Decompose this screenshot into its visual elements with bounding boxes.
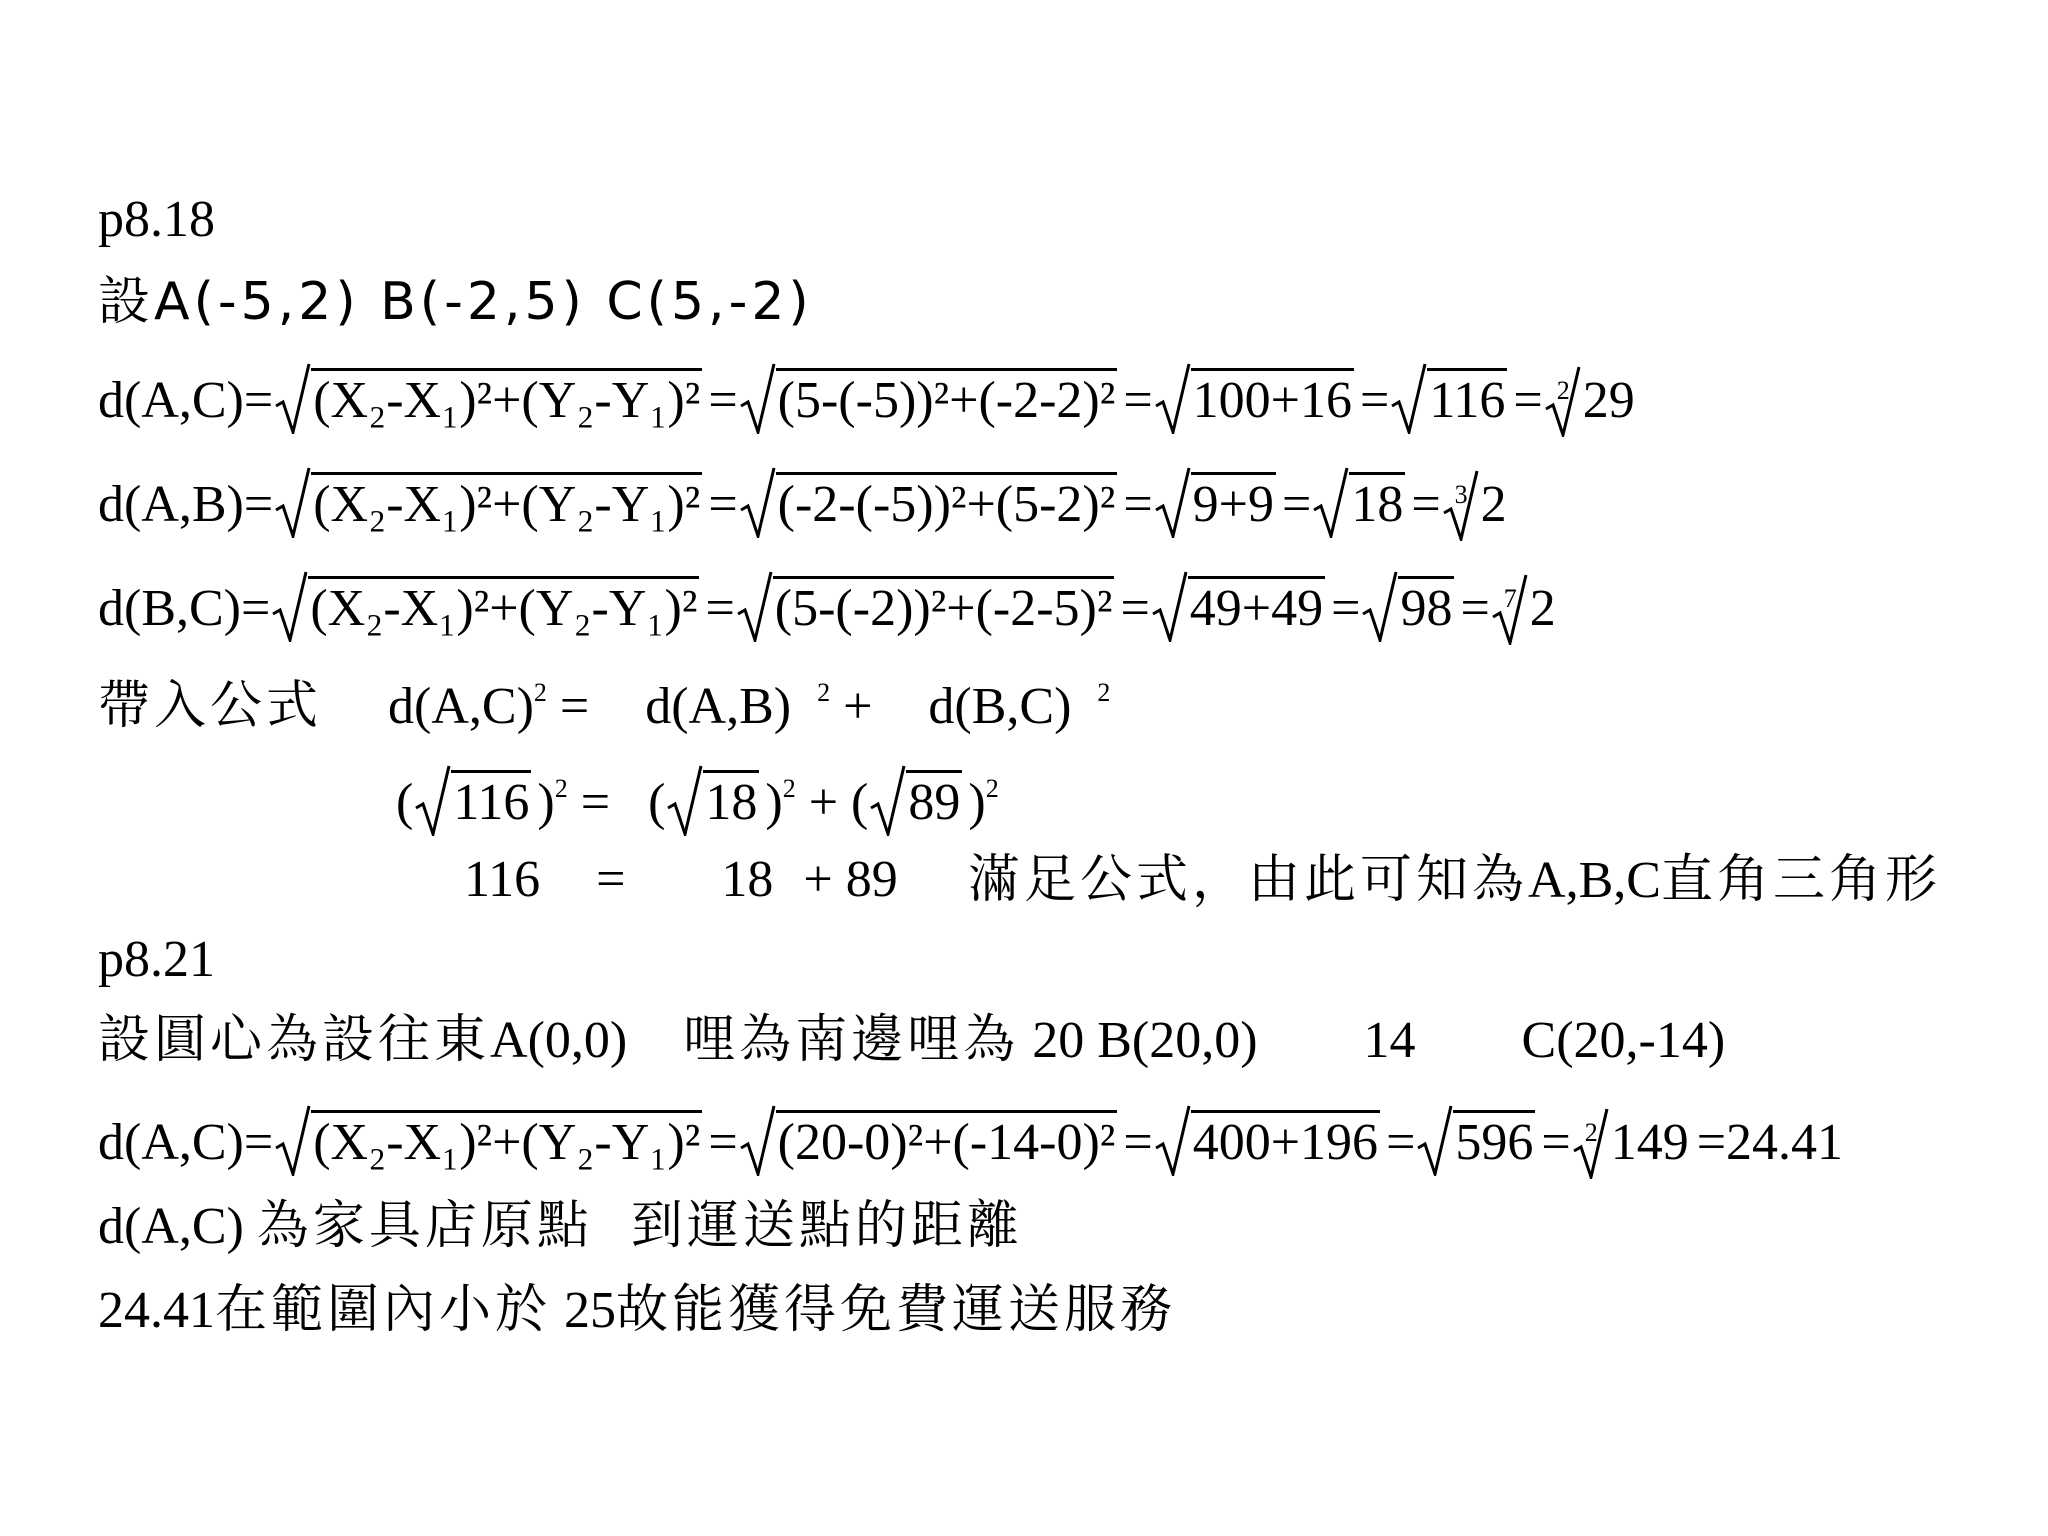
conclusion-pre: 滿足公式，由此可知為 <box>968 850 1529 910</box>
note1-a: d(A,C) <box>98 1198 244 1255</box>
bc-formula-sqrt <box>270 576 699 639</box>
ab-sum: 9+9 <box>1191 472 1276 533</box>
ac-radicand: 29 <box>1582 372 1635 429</box>
p821-distance-ac-line: d(A,C)= (X₂-X₁)²+(Y₂-Y₁)² = (20-0)²+(-14-0)² = 400+196 = 596 = 2 149 =24.41 <box>98 1110 1843 1173</box>
p821-point-b: B(20,0) <box>1097 1012 1258 1069</box>
num-18: 18 <box>721 851 774 908</box>
num-eq: = <box>596 851 626 908</box>
p821-point-a: A(0,0) <box>490 1012 628 1069</box>
formula-term-bc: d(B,C) <box>928 678 1072 735</box>
setup-text: 設A(-5,2) B(-2,5) C(5,-2) <box>98 272 813 332</box>
ab-root-index: 3 <box>1454 480 1468 509</box>
bc-sub: (5-(-2))²+(-2-5)² <box>773 576 1115 637</box>
ac-lhs: d(A,C)= <box>98 372 274 429</box>
note2-d: 25 <box>564 1282 617 1339</box>
p821-ac-sum-sqrt <box>1153 1110 1380 1173</box>
bc-val-sqrt <box>1360 576 1454 639</box>
sqrt-squared-line: ( 116 )$^2$ = ( 18 )$^2$ + ( 89 )$^2$ <box>396 770 999 833</box>
radical-sign-icon <box>667 764 703 836</box>
p821-ac-val-sqrt <box>1415 1110 1535 1173</box>
ab-formula-sqrt <box>273 472 702 535</box>
sq-89: 89 <box>906 770 962 831</box>
sq-18-sqrt <box>665 770 759 833</box>
radical-sign-icon <box>275 1104 311 1176</box>
ac-sub: (5-(-5))²+(-2-2)² <box>776 368 1118 429</box>
p821-setup-mid: 哩為南邊哩為 <box>683 1010 1020 1070</box>
p821-ac-result-root <box>1571 1113 1691 1173</box>
radical-sign-icon <box>272 570 308 642</box>
p821-ac-sub: (20-0)²+(-14-0)² <box>776 1110 1118 1171</box>
p821-ac-sub-sqrt <box>738 1110 1118 1173</box>
radical-sign-icon <box>1152 570 1188 642</box>
bc-sum-sqrt <box>1150 576 1325 639</box>
bc-val: 98 <box>1398 576 1454 637</box>
p821-twenty: 20 <box>1032 1012 1085 1069</box>
bc-formula: (X₂-X₁)²+(Y₂-Y₁)² <box>308 576 699 637</box>
radical-sign-icon <box>275 466 311 538</box>
ab-radicand: 2 <box>1480 476 1507 533</box>
p821-ac-result: =24.41 <box>1696 1114 1844 1171</box>
radical-sign-icon <box>415 764 451 836</box>
pythagoras-line: 帶入公式 $d(A,C)^2 = d(A,B) ^2 + d(B,C)$ $^2$ <box>98 676 1111 736</box>
ac-formula-sqrt <box>273 368 702 431</box>
sq-116: 116 <box>451 770 531 831</box>
setup-line-p821 <box>98 1010 1725 1071</box>
radical-sign-icon <box>1391 362 1427 434</box>
ac-val-sqrt <box>1389 368 1507 431</box>
distance-bc-line: d(B,C)= (X₂-X₁)²+(Y₂-Y₁)² = (5-(-2))²+(-2-5)² = 49+49 = 98 = 7 2 <box>98 576 1564 639</box>
heading-p818: p8.18 <box>98 191 215 248</box>
ab-result-root <box>1441 475 1509 535</box>
radical-sign-icon <box>1155 1104 1191 1176</box>
heading-p821: p8.21 <box>98 931 215 988</box>
bc-root-index: 7 <box>1503 584 1517 613</box>
bc-radicand: 2 <box>1529 580 1556 637</box>
conclusion-post: 直角三角形 <box>1660 850 1941 910</box>
radical-sign-icon <box>740 362 776 434</box>
formula-term-ac: d(A,C) <box>388 678 534 735</box>
formula-term-ab: d(A,B) <box>645 678 792 735</box>
ac-sum-sqrt <box>1153 368 1354 431</box>
ac-val: 116 <box>1427 368 1507 429</box>
num-89: + 89 <box>803 851 898 908</box>
ab-sub-sqrt <box>738 472 1118 535</box>
ac-sub-sqrt <box>738 368 1118 431</box>
radical-sign-icon <box>870 764 906 836</box>
ab-val: 18 <box>1349 472 1405 533</box>
bc-lhs: d(B,C)= <box>98 580 271 637</box>
note2-e: 故能獲得免費運送服務 <box>616 1280 1177 1340</box>
p821-ac-formula: (X₂-X₁)²+(Y₂-Y₁)² <box>311 1110 702 1171</box>
bc-sub-sqrt <box>735 576 1115 639</box>
radical-sign-icon <box>1155 466 1191 538</box>
p821-setup-cjk: 設圓心為設往東 <box>98 1010 491 1070</box>
radical-sign-icon <box>1417 1104 1453 1176</box>
sq-18: 18 <box>703 770 759 831</box>
radical-sign-icon <box>275 362 311 434</box>
formula-intro: 帶入公式 <box>98 676 323 736</box>
ac-root-index: 2 <box>1556 376 1570 405</box>
ab-formula: (X₂-X₁)²+(Y₂-Y₁)² <box>311 472 702 533</box>
p821-fourteen: 14 <box>1363 1012 1416 1069</box>
sq-89-sqrt <box>868 770 962 833</box>
p821-ac-lhs: d(A,C)= <box>98 1114 274 1171</box>
note-line-2 <box>98 1280 1176 1341</box>
radical-sign-icon <box>740 1104 776 1176</box>
conclusion-line <box>968 850 1941 911</box>
distance-ab-line: d(A,B)= (X₂-X₁)²+(Y₂-Y₁)² = (-2-(-5))²+(5-2)² = 9+9 = 18 = 3 2 <box>98 472 1515 535</box>
bc-result-root <box>1490 579 1558 639</box>
note1-b: 為家具店原點 <box>256 1196 593 1256</box>
p821-ac-formula-sqrt <box>273 1110 702 1173</box>
radical-sign-icon <box>1155 362 1191 434</box>
note2-a: 24.41 <box>98 1282 215 1339</box>
conclusion-points: A,B,C <box>1528 852 1661 909</box>
sq-116-sqrt <box>413 770 531 833</box>
note2-b: 在範圍內 <box>215 1280 440 1340</box>
distance-ac-line: d(A,C)= (X₂-X₁)²+(Y₂-Y₁)² = (5-(-5))²+(-2-2)² = 100+16 = 116 = 2 29 <box>98 368 1643 431</box>
bc-sum: 49+49 <box>1188 576 1325 637</box>
setup-line-p818 <box>98 272 813 333</box>
p821-ac-val: 596 <box>1453 1110 1535 1171</box>
note1-c: 到運送點的距離 <box>630 1196 1023 1256</box>
note2-c: 小於 <box>439 1280 552 1340</box>
radical-sign-icon <box>737 570 773 642</box>
ab-val-sqrt <box>1311 472 1405 535</box>
ab-sum-sqrt <box>1153 472 1276 535</box>
ac-formula: (X₂-X₁)²+(Y₂-Y₁)² <box>311 368 702 429</box>
note-line-1 <box>98 1196 1023 1257</box>
p821-point-c: C(20,-14) <box>1521 1012 1726 1069</box>
numeric-line <box>464 850 898 910</box>
radical-sign-icon <box>1313 466 1349 538</box>
p821-ac-sum: 400+196 <box>1191 1110 1380 1171</box>
p821-ac-radicand: 149 <box>1610 1114 1689 1171</box>
num-116: 116 <box>464 851 541 908</box>
radical-sign-icon <box>1362 570 1398 642</box>
ac-sum: 100+16 <box>1191 368 1354 429</box>
p821-ac-root-index: 2 <box>1584 1118 1598 1147</box>
ab-lhs: d(A,B)= <box>98 476 274 533</box>
ab-sub: (-2-(-5))²+(5-2)² <box>776 472 1118 533</box>
radical-sign-icon <box>740 466 776 538</box>
ac-result-root <box>1543 371 1637 431</box>
